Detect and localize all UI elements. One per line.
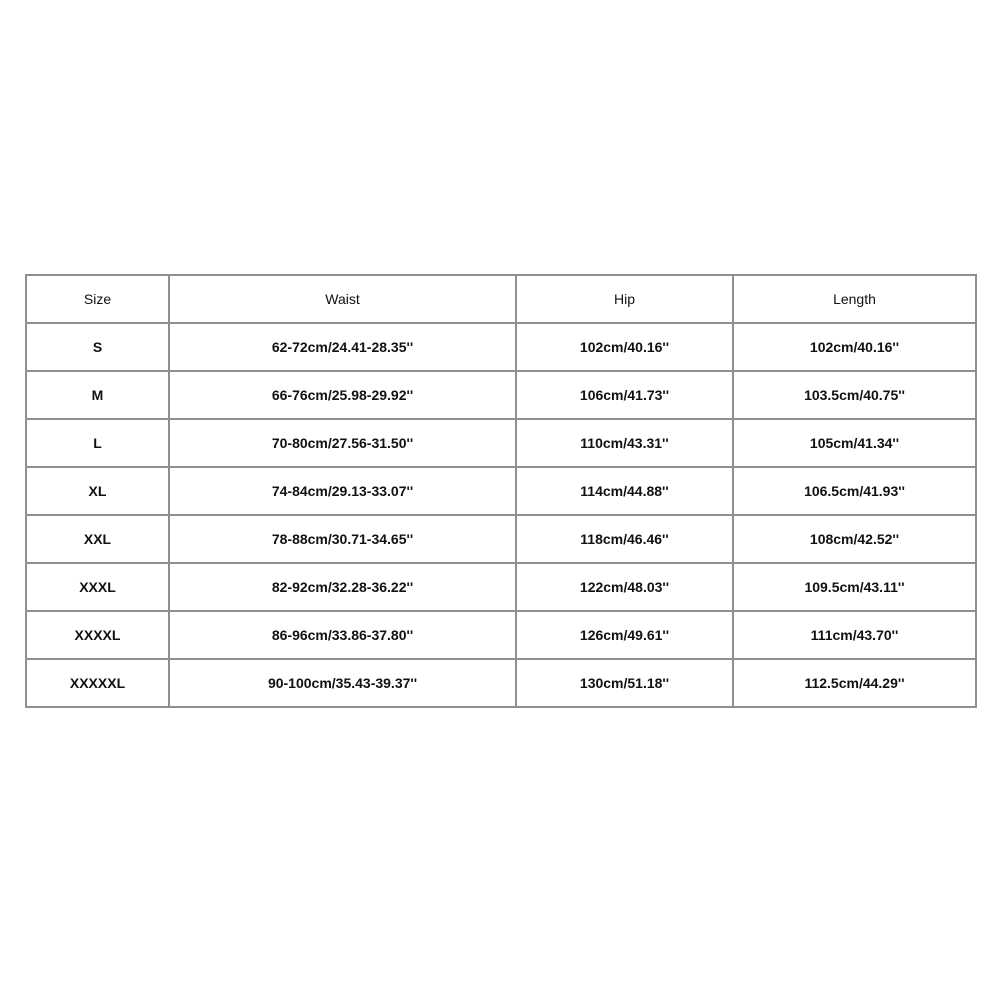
hip-cell: 126cm/49.61'' xyxy=(516,611,733,659)
size-cell: S xyxy=(26,323,169,371)
waist-cell: 82-92cm/32.28-36.22'' xyxy=(169,563,516,611)
length-cell: 111cm/43.70'' xyxy=(733,611,976,659)
waist-cell: 62-72cm/24.41-28.35'' xyxy=(169,323,516,371)
hip-cell: 114cm/44.88'' xyxy=(516,467,733,515)
waist-cell: 66-76cm/25.98-29.92'' xyxy=(169,371,516,419)
waist-cell: 86-96cm/33.86-37.80'' xyxy=(169,611,516,659)
waist-cell: 78-88cm/30.71-34.65'' xyxy=(169,515,516,563)
table-row xyxy=(26,659,976,707)
hip-cell: 122cm/48.03'' xyxy=(516,563,733,611)
length-cell: 106.5cm/41.93'' xyxy=(733,467,976,515)
size-cell: XXXL xyxy=(26,563,169,611)
column-header-size: Size xyxy=(26,275,169,323)
table-row xyxy=(26,371,976,419)
column-header-waist: Waist xyxy=(169,275,516,323)
table-row xyxy=(26,323,976,371)
hip-cell: 118cm/46.46'' xyxy=(516,515,733,563)
length-cell: 103.5cm/40.75'' xyxy=(733,371,976,419)
size-cell: L xyxy=(26,419,169,467)
hip-cell: 102cm/40.16'' xyxy=(516,323,733,371)
waist-cell: 90-100cm/35.43-39.37'' xyxy=(169,659,516,707)
table-row xyxy=(26,563,976,611)
size-cell: XXXXXL xyxy=(26,659,169,707)
column-header-length: Length xyxy=(733,275,976,323)
size-cell: XL xyxy=(26,467,169,515)
column-header-hip: Hip xyxy=(516,275,733,323)
table-row xyxy=(26,467,976,515)
length-cell: 102cm/40.16'' xyxy=(733,323,976,371)
hip-cell: 130cm/51.18'' xyxy=(516,659,733,707)
table-row xyxy=(26,515,976,563)
size-cell: XXXXL xyxy=(26,611,169,659)
length-cell: 109.5cm/43.11'' xyxy=(733,563,976,611)
table-row xyxy=(26,419,976,467)
table-header-row xyxy=(26,275,976,323)
length-cell: 105cm/41.34'' xyxy=(733,419,976,467)
length-cell: 112.5cm/44.29'' xyxy=(733,659,976,707)
length-cell: 108cm/42.52'' xyxy=(733,515,976,563)
hip-cell: 106cm/41.73'' xyxy=(516,371,733,419)
waist-cell: 70-80cm/27.56-31.50'' xyxy=(169,419,516,467)
hip-cell: 110cm/43.31'' xyxy=(516,419,733,467)
size-cell: XXL xyxy=(26,515,169,563)
waist-cell: 74-84cm/29.13-33.07'' xyxy=(169,467,516,515)
table-row xyxy=(26,611,976,659)
size-cell: M xyxy=(26,371,169,419)
size-chart-table xyxy=(25,274,977,708)
